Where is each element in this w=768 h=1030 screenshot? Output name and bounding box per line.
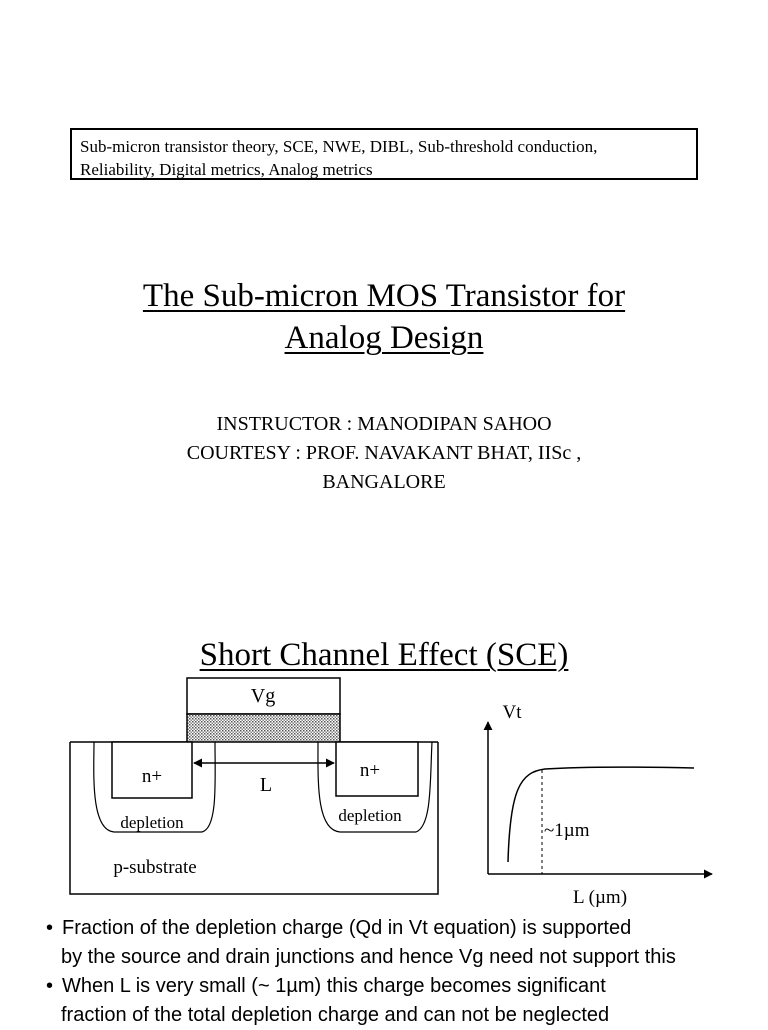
bullet-list — [46, 914, 756, 1030]
depletion-label-right: depletion — [338, 806, 402, 825]
topics-line-1: Sub-micron transistor theory, SCE, NWE, DIBL, Sub-threshold conduction, — [80, 137, 598, 156]
credits — [0, 410, 768, 497]
bullet-dot: • — [46, 975, 54, 997]
marker-label: ~1µm — [544, 820, 590, 841]
bullet-line: Fraction of the depletion charge (Qd in Vt equation) is supported — [62, 917, 632, 939]
drain-label: n+ — [359, 760, 381, 781]
title-line-1: The Sub-micron MOS Transistor for — [142, 278, 626, 314]
topics-box — [70, 128, 698, 180]
length-label: L — [259, 774, 273, 796]
graph-ylabel: Vt — [502, 702, 522, 723]
source-label: n+ — [141, 766, 163, 787]
instructor-line: INSTRUCTOR : MANODIPAN SAHOO — [216, 413, 552, 435]
depletion-label-left: depletion — [120, 813, 184, 832]
location-line: BANGALORE — [322, 471, 446, 493]
courtesy-line: COURTESY : PROF. NAVAKANT BHAT, IISc , — [186, 442, 582, 464]
section-title: Short Channel Effect (SCE) — [199, 637, 569, 673]
bullet-dot: • — [46, 917, 54, 939]
gate-label: Vg — [250, 685, 276, 707]
graph-xlabel: L (µm) — [572, 887, 628, 908]
bullet-item — [46, 914, 756, 972]
bullet-item — [46, 972, 756, 1030]
title-line-2: Analog Design — [284, 320, 484, 356]
topics-line-2: Reliability, Digital metrics, Analog metrics — [80, 160, 373, 179]
bullet-line: fraction of the total depletion charge and can not be neglected — [61, 1004, 610, 1026]
sce-diagram — [0, 670, 768, 910]
gate-oxide — [187, 714, 340, 742]
bullet-line: When L is very small (~ 1µm) this charge becomes significant — [62, 975, 606, 997]
substrate-label: p-substrate — [113, 857, 197, 878]
vt-curve — [508, 767, 694, 862]
bullet-line: by the source and drain junctions and hence Vg need not support this — [61, 946, 676, 968]
